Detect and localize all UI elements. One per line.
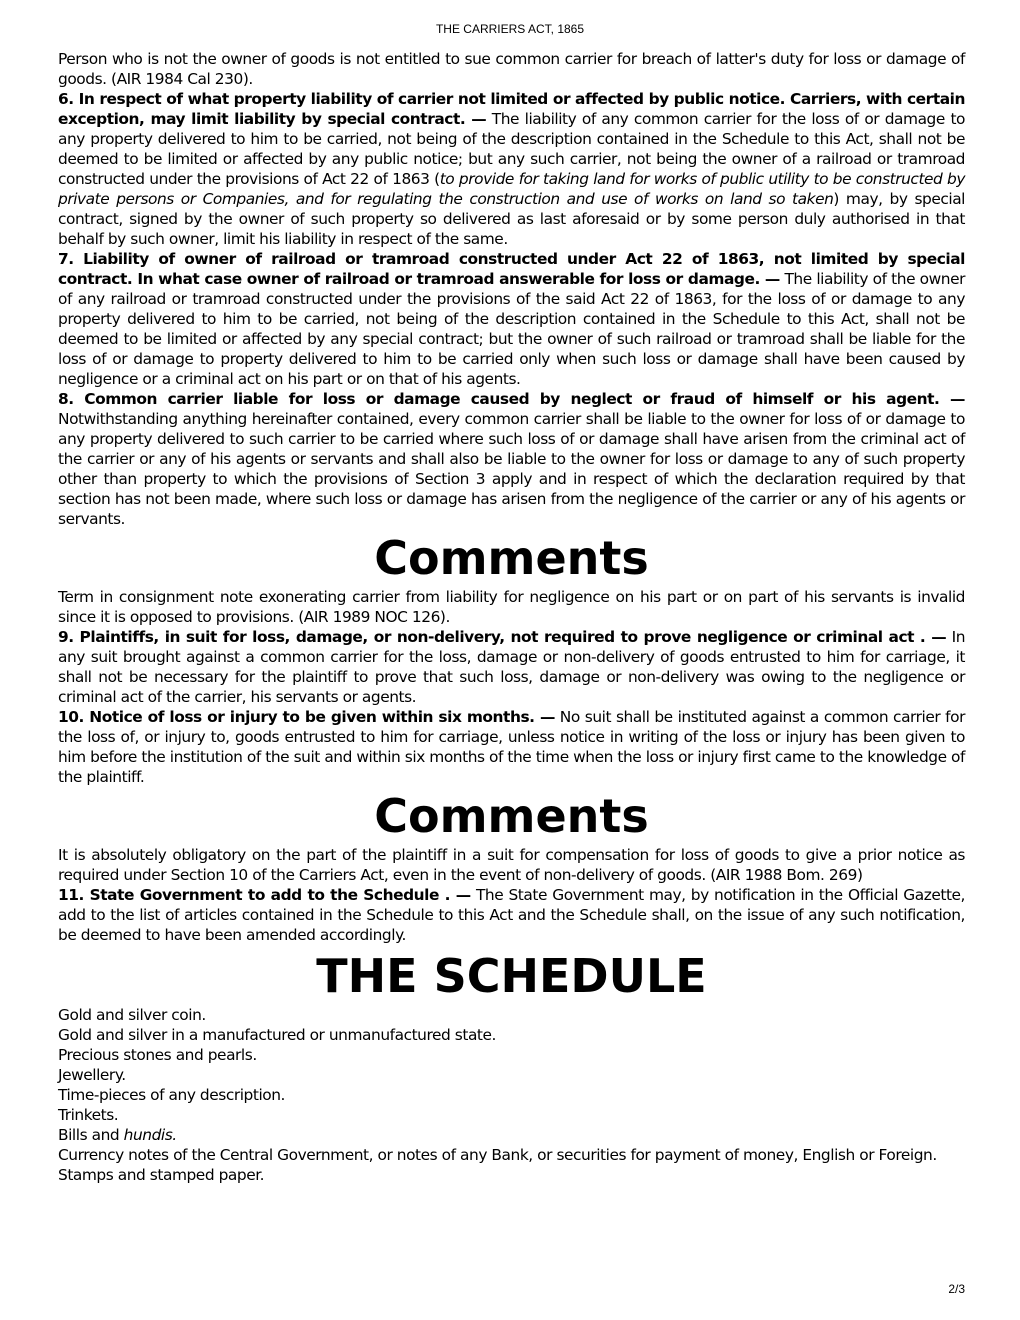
bills-text: Bills and bbox=[58, 1126, 124, 1144]
section-10-title: 10. Notice of loss or injury to be given within six months. — bbox=[58, 708, 555, 726]
hundis-text: hundis. bbox=[123, 1126, 177, 1144]
section-9-title: 9. Plaintiffs, in suit for loss, damage, or non-delivery, not required to prove negligence or criminal act . — bbox=[58, 628, 947, 646]
schedule-item bbox=[58, 1125, 965, 1145]
section-8-body: Notwithstanding anything hereinafter contained, every common carrier shall be liable to the owner for loss of or damage to any property delivered to such carrier to be carried where such loss of or damage shall have arisen from the criminal act of the carrier or any of his agents or servants and shall also be liable to the owner for loss or damage to any of such property other than property to which the provisions of Section 3 apply and in respect of which the declaration required by that section has not been made, where such loss or damage has arisen from the negligence of the carrier or any of his agents or servants. bbox=[58, 410, 965, 528]
schedule-item: Stamps and stamped paper. bbox=[58, 1166, 265, 1184]
section-11 bbox=[58, 885, 965, 945]
running-header: THE CARRIERS ACT, 1865 bbox=[435, 22, 585, 36]
schedule-item: Gold and silver coin. bbox=[58, 1006, 206, 1024]
schedule-item: Trinkets. bbox=[58, 1106, 119, 1124]
paragraph-intro: Person who is not the owner of goods is not entitled to sue common carrier for breach of latter's duty for loss or damage of goods. (AIR 1984 Cal 230). bbox=[58, 50, 965, 88]
section-7-body: The liability of the owner of any railroad or tramroad constructed under the provisions of the said Act 22 of 1863, for the loss of or damage to any property delivered to him to be carried, not being of the description contained in the Schedule to this Act, shall not be deemed to be limited or affected by any special contract; but the owner of such railroad or tramroad shall be liable for the loss of or damage to property delivered to him to be carried only when such loss or damage shall have been caused by negligence or a criminal act on his part or on that of his agents. bbox=[58, 270, 965, 388]
section-11-title: 11. State Government to add to the Schedule . — bbox=[58, 886, 471, 904]
section-10-body: No suit shall be instituted against a common carrier for the loss of, or injury to, goods entrusted to him for carriage, unless notice in writing of the loss or injury has been given to him before the institution of the suit and within six months of the time when the loss or injury first came to the knowledge of the plaintiff. bbox=[58, 708, 965, 786]
section-8-title: 8. Common carrier liable for loss or damage caused by neglect or fraud of himself or his agent. — bbox=[58, 390, 965, 408]
section-9-body: In any suit brought against a common carrier for the loss, damage or non-delivery of goods entrusted to him for carriage, it shall not be necessary for the plaintiff to prove that such loss, damage or non-delivery was owing to the negligence or criminal act of the carrier, his servants or agents. bbox=[58, 628, 965, 706]
schedule-item: Precious stones and pearls. bbox=[58, 1046, 257, 1064]
section-6-body: The liability of any common carrier for the loss of or damage to any property delivered to him to be carried, not being of the description contained in the Schedule to this Act, shall not be deemed to be limited or affected by any public notice; but any such carrier, not being the owner of a railroad or tramroad constructed under the provisions of Act 22 of 1863 ( bbox=[58, 110, 965, 188]
schedule-item: Gold and silver in a manufactured or unmanufactured state. bbox=[58, 1026, 496, 1044]
section-7-title: 7. Liability of owner of railroad or tramroad constructed under Act 22 of 1863, not limited by special contract. In what case owner of railroad or tramroad answerable for loss or damage. — bbox=[58, 250, 965, 288]
section-6 bbox=[58, 89, 965, 249]
section-6-title: 6. In respect of what property liability of carrier not limited or affected by public notice. Carriers, with certain exception, may limit liability by special contract. — bbox=[58, 90, 965, 128]
schedule-item: Currency notes of the Central Government, or notes of any Bank, or securities for payment of money, English or Foreign. bbox=[58, 1146, 937, 1164]
comments-heading: Comments bbox=[374, 789, 649, 843]
section-10 bbox=[58, 707, 965, 787]
page-number: 2/3 bbox=[948, 1282, 965, 1296]
schedule-heading: THE SCHEDULE bbox=[316, 949, 707, 1003]
schedule-list bbox=[58, 1005, 965, 1185]
schedule-item: Time-pieces of any description. bbox=[58, 1086, 286, 1104]
section-11-body: The State Government may, by notification in the Official Gazette, add to the list of articles contained in the Schedule to this Act and the Schedule shall, on the issue of any such notification, be deemed to have been amended accordingly. bbox=[58, 886, 965, 944]
schedule-item: Jewellery. bbox=[58, 1066, 126, 1084]
section-6-body-end: ) may, by special contract, signed by the owner of such property so delivered as last aforesaid or by some person duly authorised in that behalf by such owner, limit his liability in respect of the same. bbox=[58, 190, 965, 248]
section-7 bbox=[58, 249, 965, 389]
section-9 bbox=[58, 627, 965, 707]
section-6-italic: to provide for taking land for works of public utility to be constructed by private persons or Companies, and for regulating the construction and use of works on land so taken bbox=[58, 170, 966, 208]
comments-text: Term in consignment note exonerating carrier from liability for negligence on his part or on part of his servants is invalid since it is opposed to provisions. (AIR 1989 NOC 126). bbox=[58, 588, 965, 626]
comments-text: It is absolutely obligatory on the part of the plaintiff in a suit for compensation for loss of goods to give a prior notice as required under Section 10 of the Carriers Act, even in the event of non-delivery of goods. (AIR 1988 Bom. 269) bbox=[58, 846, 965, 884]
section-8 bbox=[58, 389, 965, 529]
comments-heading: Comments bbox=[374, 531, 649, 585]
document-body bbox=[58, 49, 965, 1185]
